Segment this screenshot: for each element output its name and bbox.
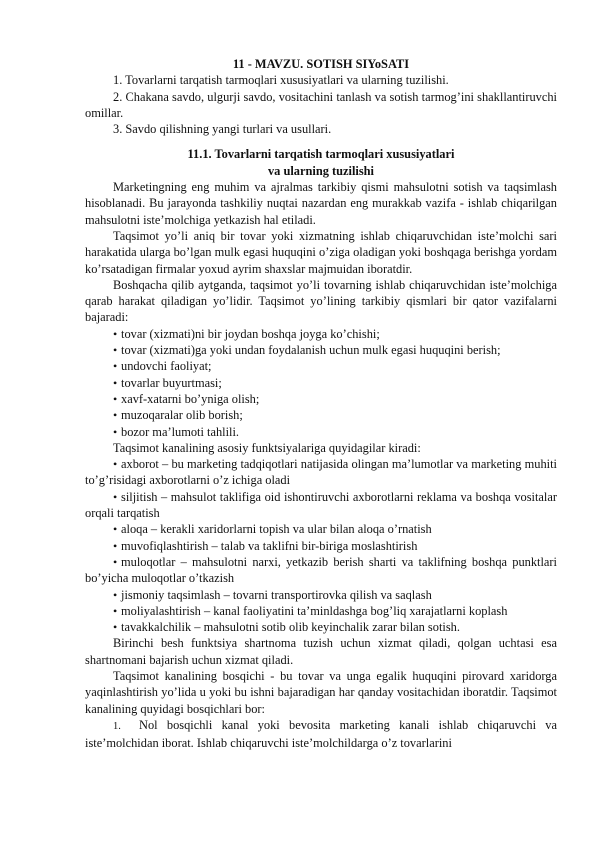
numbered-item: [85, 717, 557, 752]
list-item: [85, 603, 557, 619]
bullet-icon: [113, 538, 121, 554]
list-item-text: xavf-xatarni bo’yniga olish;: [121, 391, 260, 406]
list-item: [85, 391, 557, 407]
list-item: [85, 456, 557, 489]
list-item-text: tovar (xizmati)ni bir joydan boshqa joyga ko’chishi;: [121, 326, 380, 341]
bullet-icon: [113, 603, 121, 619]
spacer: [85, 137, 557, 146]
list-item: [85, 554, 557, 587]
outline-item-2: 2. Chakana savdo, ulgurji savdo, vositachini tanlash va sotish tarmog’ini shakllantiruvchi omillar.: [85, 89, 557, 120]
list-item-text: tovarlar buyurtmasi;: [121, 375, 222, 390]
list-item-text: muzoqaralar olib borish;: [121, 408, 243, 423]
numbered-item-text: Nol bosqichli kanal yoki bevosita marketing kanali ishlab chiqaruvchi va iste’molchidan iborat. Ishlab chiqaruvchi iste’molchildarga o’z tovarlarini: [85, 717, 557, 751]
outline-item-1: 1. Tovarlarni tarqatish tarmoqlari xususiyatlari va ularning tuzilishi.: [113, 73, 449, 88]
paragraph-4: Taqsimot kanalining asosiy funktsiyalariga quyidagilar kiradi:: [113, 440, 421, 455]
list-item: [85, 538, 557, 554]
list-item-text: muloqotlar – mahsulotni narxi, yetkazib berish sharti va taklifning boshqa punktlari bo’yicha muloqotlar o’tkazish: [85, 554, 557, 586]
item-number: 1.: [113, 720, 121, 732]
paragraph-3: Boshqacha qilib aytganda, taqsimot yo’li tovarning ishlab chiqaruvchidan iste’molchiga qarab harakat qiladigan yo’lidir. Taqsimot yo’lining tarkibiy qismlari bir qator vazifalarni bajaradi:: [85, 277, 557, 325]
bullet-icon: [113, 521, 121, 537]
paragraph-1: Marketingning eng muhim va ajralmas tarkibiy qismi mahsulotni sotish va taqsimlash hisoblanadi. Bu jarayonda tashkiliy nuqtai nazardan eng murakkab vazifa - ishlab chiqarilgan mahsulotni iste’molchiga yetkazish hal etiladi.: [85, 180, 557, 227]
list-item-text: siljitish – mahsulot taklifiga oid ishontiruvchi axborotlarni reklama va boshqa vositalar orqali tarqatish: [85, 489, 557, 521]
list-item: [85, 407, 557, 423]
list-item: [85, 326, 557, 342]
list-item-text: undovchi faoliyat;: [121, 359, 212, 374]
list-item-text: bozor ma’lumoti tahlili.: [121, 424, 240, 439]
list-item: [85, 358, 557, 374]
list-item: [85, 342, 557, 358]
list-item-text: muvofiqlashtirish – talab va taklifni bir-biriga moslashtirish: [121, 538, 418, 553]
list-item: [85, 375, 557, 391]
bullet-icon: [113, 619, 121, 635]
bullet-icon: [113, 375, 121, 391]
list-item: [85, 489, 557, 522]
bullet-icon: [113, 342, 121, 358]
outline-item-3: 3. Savdo qilishning yangi turlari va usullari.: [113, 122, 332, 137]
bullet-icon: [113, 587, 121, 603]
list-item: [85, 424, 557, 440]
document-page: [85, 56, 557, 751]
bullet-icon: [113, 326, 121, 342]
list-item-text: aloqa – kerakli xaridorlarni topish va ular bilan aloqa o’rnatish: [121, 522, 432, 537]
list-item-text: tovar (xizmati)ga yoki undan foydalanish uchun mulk egasi huquqini berish;: [121, 343, 501, 358]
bullet-icon: [113, 407, 121, 423]
list-item: [85, 587, 557, 603]
paragraph-2: Taqsimot yo’li aniq bir tovar yoki xizmatning ishlab chiqaruvchidan iste’molchi sari harakatida ularga bo’lgan mulk egasi huquqini o’ziga oladigan yoki boshqaga berishga yordam ko’rsatadigan firmalar yoxud ayrim shaxslar majmuidan iboratdir.: [85, 228, 557, 276]
list-item-text: tavakkalchilik – mahsulotni sotib olib keyinchalik zarar bilan sotish.: [121, 620, 460, 635]
bullet-icon: [113, 424, 121, 440]
bullet-icon: [113, 391, 121, 407]
bullet-icon: [113, 489, 121, 505]
paragraph-5: Birinchi besh funktsiya shartnoma tuzish uchun xizmat qiladi, qolgan uchtasi esa shartnomani bajarish uchun xizmat qiladi.: [85, 636, 557, 667]
page-title: 11 - MAVZU. SOTISH SIYoSATI: [232, 57, 410, 71]
bullet-icon: [113, 456, 121, 472]
list-item: [85, 521, 557, 537]
list-item-text: moliyalashtirish – kanal faoliyatini ta’minldashga bog’liq xarajatlarni koplash: [121, 603, 508, 618]
bullet-icon: [113, 358, 121, 374]
list-item: [85, 619, 557, 635]
paragraph-6: Taqsimot kanalining bosqichi - bu tovar va unga egalik huquqini pirovard xaridorga yaqinlashtirish yo’lida u yoki bu ishni bajaradigan har qanday vositachidan iboratdir. Taqsimot kanalining quyidagi bosqichlari bor:: [85, 668, 557, 716]
bullet-icon: [113, 554, 121, 570]
section-heading-line-2: va ularning tuzilishi: [267, 163, 375, 178]
section-heading-line-1: 11.1. Tovarlarni tarqatish tarmoqlari xususiyatlari: [187, 147, 455, 162]
list-item-text: axborot – bu marketing tadqiqotlari natijasida olingan ma’lumotlar va marketing muhiti to’g’risidagi axborotlarni o’z ichiga oladi: [85, 457, 557, 488]
list-item-text: jismoniy taqsimlash – tovarni transportirovka qilish va saqlash: [121, 587, 432, 602]
